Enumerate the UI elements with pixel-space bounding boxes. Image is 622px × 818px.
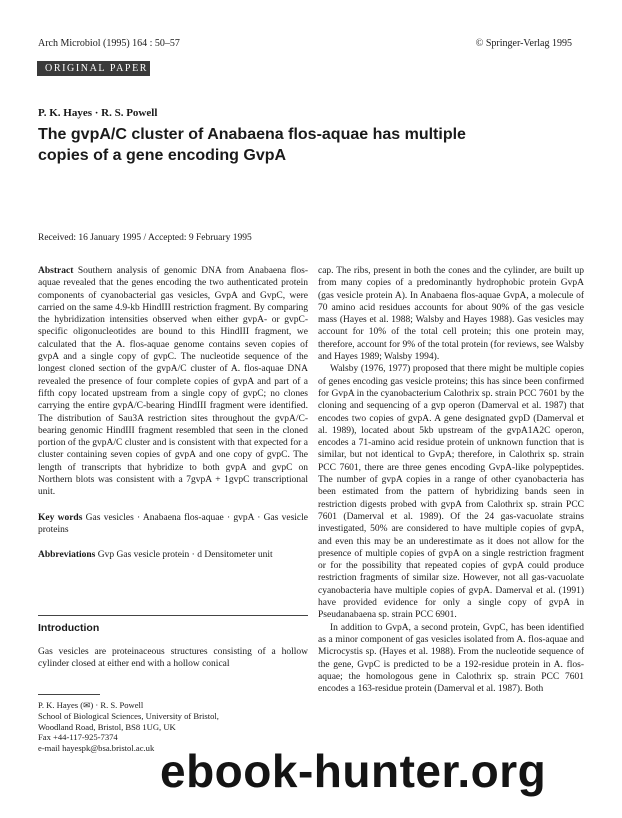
correspondence-fax: Fax +44-117-925-7374 (38, 732, 118, 743)
section-banner: ORIGINAL PAPER (37, 61, 150, 76)
authors: P. K. Hayes · R. S. Powell (38, 107, 158, 119)
keywords-text: Gas vesicles · Anabaena flos-aquae · gvpA · Gas vesicle proteins (38, 512, 308, 535)
correspondence-names: P. K. Hayes (✉) · R. S. Powell (38, 700, 144, 710)
introduction-text: Gas vesicles are proteinaceous structures consisting of a hollow cylinder closed at either end with a hollow conical (38, 647, 308, 670)
correspondence-dept: School of Biological Sciences, University of Bristol, (38, 710, 219, 721)
right-para-2: Walsby (1976, 1977) proposed that there might be multiple copies of genes encoding gas vesicle proteins; this has since been confirmed for GvpA in the cyanobacterium Calothrix sp. strain PCC 7601 by the cloning and sequencing of a gvp operon (Damerval et al. 1987) that encodes two copies of gvpA. A gene designated gvpD (Damerval et al. 1989), located about 5kb upstream of the gvpA1A2C operon, encodes a 71-amino acid residue protein of unknown function that is similar, but not identical to GvpA; therefore, in Calothrix sp. strain PCC 7601, there are three genes encoding GvpA-like polypeptides. The number of gvpA copies in a range of other cyanobacteria has been estimated from the pattern of hybridizing bands seen in restriction digests probed with gvpA from Calothrix sp. strain PCC 7601 (Damerval et al. 1989). Of the 24 gas-vacuolate strains investigated, 50% are considered to have multiple copies of gvpA, and even this may be an underestimate as it does not allow for the presence of multiple copies of gvpA on a single restriction fragment or for the possibility that repeated copies of gvpA could produce restriction fragments of similar size. However, not all gas-vacuolate cyanobacteria have multiple copies of gvpA. Damerval et al. (1991) have provided evidence for only a single copy of gvpA in Pseudanabaena sp. strain PCC 6901. (318, 364, 584, 621)
received-dates: Received: 16 January 1995 / Accepted: 9 February 1995 (38, 233, 252, 243)
keywords-label: Key words (38, 512, 83, 523)
abstract-text: Southern analysis of genomic DNA from Anabaena flos-aquae revealed that the genes encoding the two authenticated protein components of cyanobacterial gas vesicles, GvpA and GvpC, were carried on the same 4.9-kb HindIII restriction fragment. By comparing the hybridization intensities observed when either gvpA- or gvpC-specific oligonucleotides are bound to this HindIII fragment, we calculated that the A. flos-aquae genome contains seven copies of gvpA and a single copy of gvpC. The nucleotide sequence of the longest cloned section of the gvpA/C cluster of A. flos-aquae DNA revealed the presence of four complete copies of gvpA and part of a fifth copy located upstream from a single copy of gvpC; no clones carrying the entire gvpA/C-bearing HindIII fragment were identified. The distribution of Sau3A restriction sites throughout the gvpA/C-bearing genomic HindIII fragment resembled that seen in the cloned portion of the gvpA/C cluster and is consistent with that expected for a cluster containing seven copies of gvpA and one copy of gvpC. The length of transcripts that hybridize to both gvpA and gvpC on Northern blots was consistent with a 7gvpA + 1gvpC transcriptional unit. (38, 266, 308, 498)
abbreviations-label: Abbreviations (38, 550, 96, 561)
journal-citation: Arch Microbiol (1995) 164 : 50–57 (38, 38, 180, 49)
correspondence-address: Woodland Road, Bristol, BS8 1UG, UK (38, 721, 176, 732)
correspondence-email[interactable]: e-mail hayespk@bsa.bristol.ac.uk (38, 743, 155, 754)
watermark: ebook-hunter.org (160, 745, 547, 797)
divider (38, 615, 308, 616)
copyright-notice: © Springer-Verlag 1995 (475, 38, 572, 49)
right-para-3: In addition to GvpA, a second protein, GvpC, has been identified as a minor component of gas vesicles isolated from A. flos-aquae and Microcystis sp. (Hayes et al. 1988). From the nucleotide sequence of the gene, GvpC is predicted to be a 192-residue protein in A. flos-aquae; the homologous gene in Calothrix sp. strain PCC 7601 encodes a 163-residue protein (Damerval et al. 1987). Both (318, 622, 584, 695)
abstract-label: Abstract (38, 266, 74, 276)
abbreviations-text: Gvp Gas vesicle protein · d Densitometer unit (97, 550, 273, 561)
right-para-1: cap. The ribs, present in both the cones and the cylinder, are built up from many copies of a predominantly hydrophobic protein GvpA (gas vesicle protein A). In Anabaena flos-aquae GvpA, a molecule of 70 amino acid residues accounts for about 90% of the gas vesicle mass (Hayes et al. 1988; Walsby and Hayes 1988). Gas vesicles may account for 10% of the total cell protein; this one protein may, therefore, account for 9% of the total protein (for reviews, see Walsby and Hayes 1989; Walsby 1994). (318, 266, 584, 363)
abstract (38, 265, 308, 499)
right-column (318, 265, 584, 695)
introduction-heading: Introduction (38, 622, 100, 634)
keywords (38, 512, 308, 537)
left-column (38, 265, 308, 562)
abbreviations (38, 549, 308, 561)
footnote-rule (38, 694, 100, 695)
article-title: The gvpA/C cluster of Anabaena flos-aquae has multiple copies of a gene encoding GvpA (38, 126, 466, 164)
